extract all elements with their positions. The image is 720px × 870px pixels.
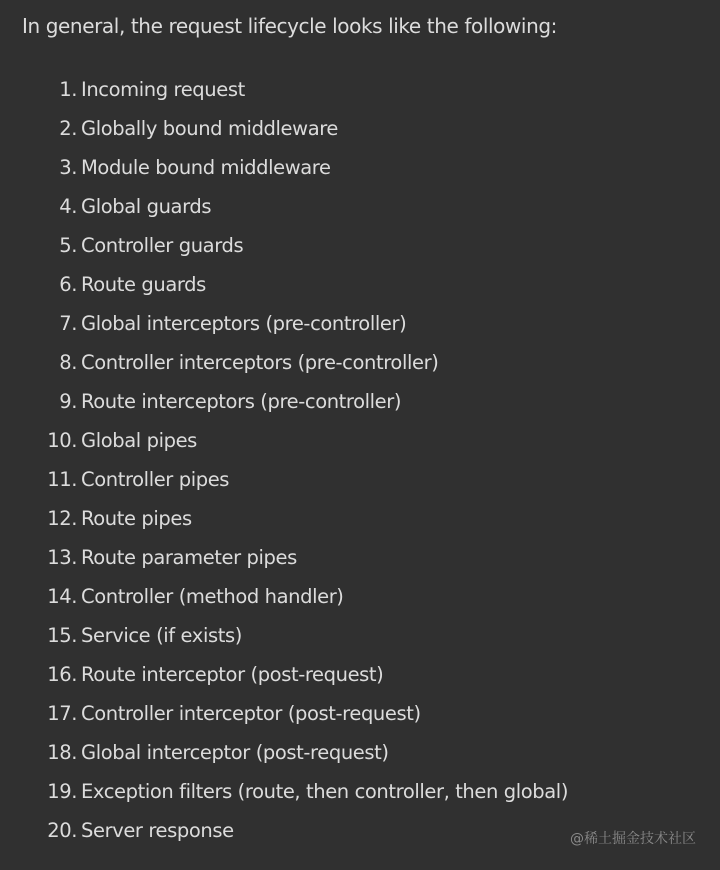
list-item-label: Controller (method handler) xyxy=(81,585,344,608)
list-item-label: Service (if exists) xyxy=(81,624,242,647)
list-item-label: Route pipes xyxy=(81,507,192,530)
list-item-number: 10. xyxy=(47,429,77,452)
list-item-label: Globally bound middleware xyxy=(81,117,339,140)
list-item-number: 3. xyxy=(59,156,77,179)
list-item-label: Route parameter pipes xyxy=(81,546,297,569)
intro-text: In general, the request lifecycle looks like the following: xyxy=(22,14,557,38)
list-item-label: Module bound middleware xyxy=(81,156,331,179)
list-item-number: 13. xyxy=(47,546,77,569)
list-item-label: Controller pipes xyxy=(81,468,230,491)
list-item-number: 19. xyxy=(47,780,77,803)
list-item-label: Route interceptors (pre-controller) xyxy=(81,390,402,413)
watermark: @稀土掘金技术社区 xyxy=(570,831,696,847)
list-item-label: Global interceptors (pre-controller) xyxy=(81,312,407,335)
list-item-label: Global pipes xyxy=(81,429,197,452)
list-item-number: 8. xyxy=(59,351,77,374)
list-item-label: Route guards xyxy=(81,273,206,296)
list-item-number: 15. xyxy=(47,624,77,647)
list-item-number: 17. xyxy=(47,702,77,725)
list-item-number: 7. xyxy=(59,312,77,335)
list-item-label: Controller guards xyxy=(81,234,244,257)
list-item-label: Server response xyxy=(81,819,234,842)
list-item-number: 2. xyxy=(59,117,77,140)
list-item-number: 12. xyxy=(47,507,77,530)
list-item-number: 20. xyxy=(47,819,77,842)
list-item-number: 5. xyxy=(59,234,77,257)
list-item-label: Route interceptor (post-request) xyxy=(81,663,384,686)
list-item-number: 16. xyxy=(47,663,77,686)
list-item-label: Controller interceptors (pre-controller) xyxy=(81,351,439,374)
list-item-label: Global guards xyxy=(81,195,212,218)
list-item-label: Global interceptor (post-request) xyxy=(81,741,389,764)
list-item-number: 9. xyxy=(59,390,77,413)
list-item-number: 11. xyxy=(47,468,77,491)
list-item-number: 1. xyxy=(59,78,77,101)
list-item-label: Controller interceptor (post-request) xyxy=(81,702,421,725)
list-item-number: 18. xyxy=(47,741,77,764)
list-item-label: Incoming request xyxy=(81,78,245,101)
list-item-label: Exception filters (route, then controller, then global) xyxy=(81,780,569,803)
list-item-number: 4. xyxy=(59,195,77,218)
list-item-number: 6. xyxy=(59,273,77,296)
list-item-number: 14. xyxy=(47,585,77,608)
